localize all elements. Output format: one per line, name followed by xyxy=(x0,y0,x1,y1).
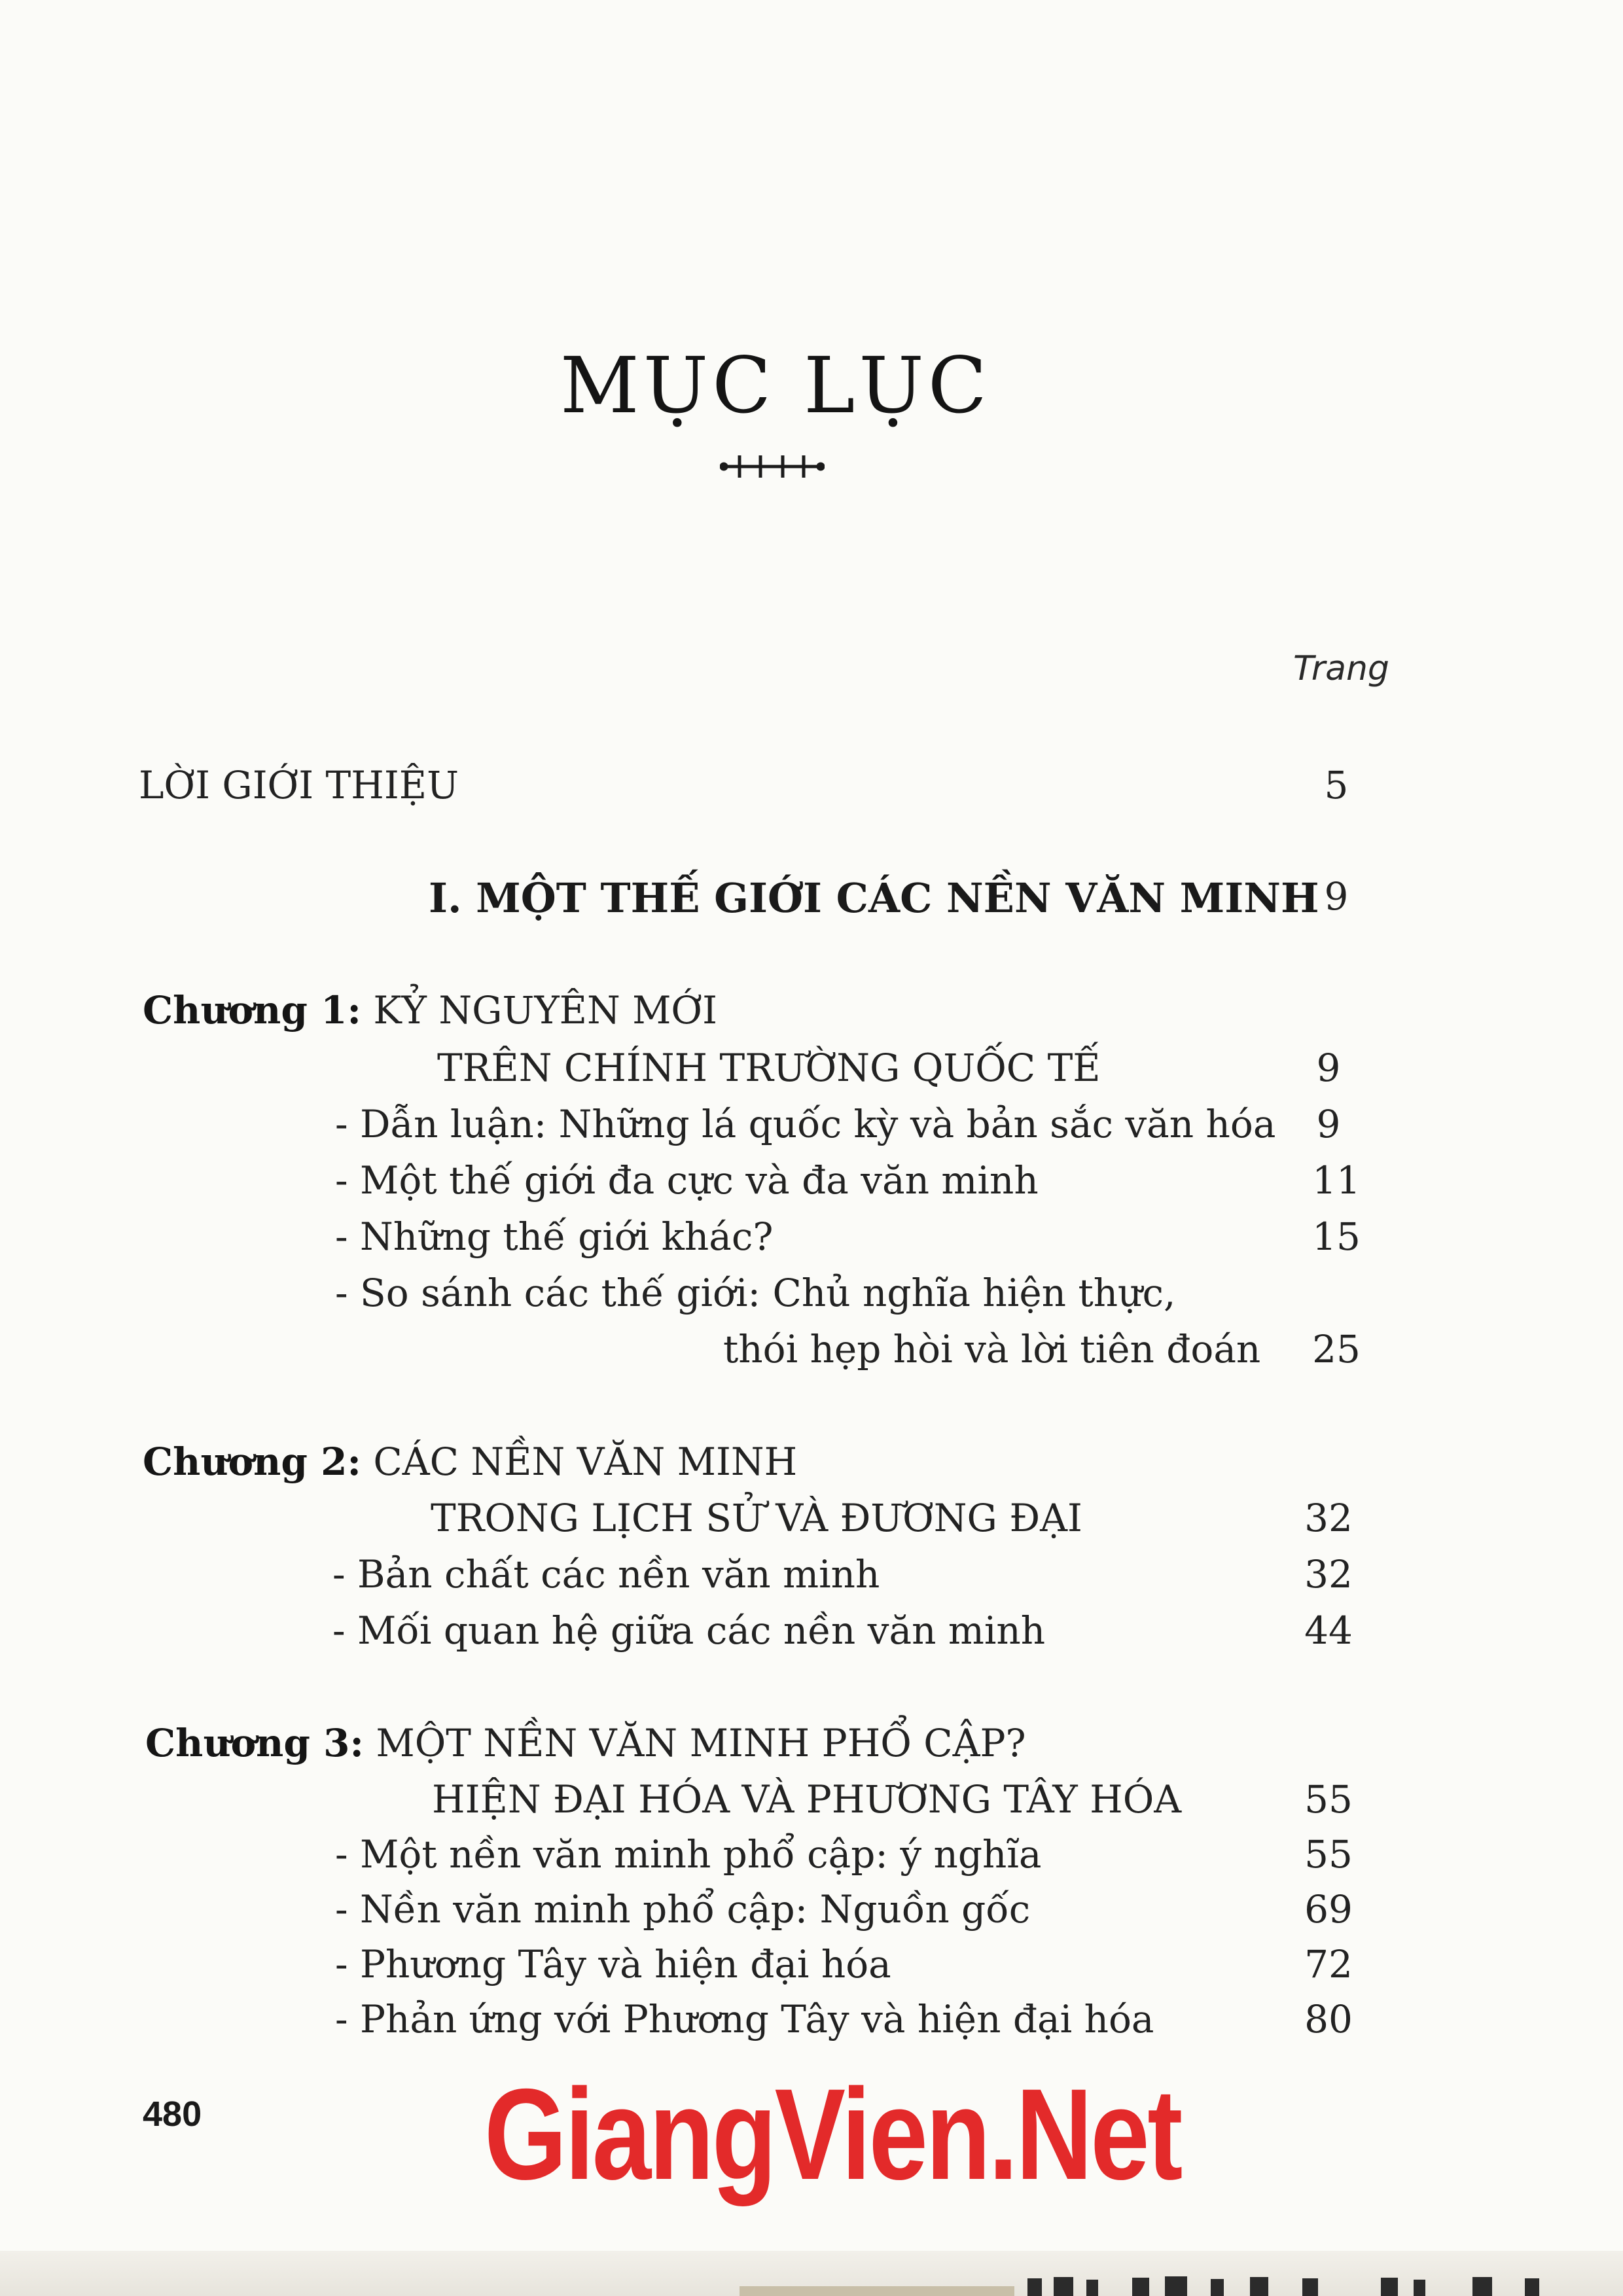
toc-section: - Một nền văn minh phổ cập: ý nghĩa xyxy=(335,1832,1042,1877)
toc-chapter-1-heading xyxy=(143,988,717,1033)
toc-section: - Một thế giới đa cực và đa văn minh xyxy=(335,1158,1039,1203)
toc-intro-page: 5 xyxy=(1324,763,1349,807)
chapter-title-line1: MỘT NỀN VĂN MINH PHỔ CẬP? xyxy=(376,1721,1026,1765)
chapter-label: Chương 2: xyxy=(143,1439,361,1484)
toc-section-page: 44 xyxy=(1304,1608,1353,1653)
toc-section-page: 32 xyxy=(1304,1552,1353,1597)
toc-chapter-3-title-line2: HIỆN ĐẠI HÓA VÀ PHƯƠNG TÂY HÓA xyxy=(432,1777,1182,1822)
toc-section: - Nền văn minh phổ cập: Nguồn gốc xyxy=(335,1887,1031,1932)
toc-chapter-1-page: 9 xyxy=(1316,1046,1341,1090)
chapter-title-line1: KỶ NGUYÊN MỚI xyxy=(373,988,717,1033)
toc-part-page: 9 xyxy=(1324,874,1349,919)
toc-part-heading: I. MỘT THẾ GIỚI CÁC NỀN VĂN MINH xyxy=(429,874,1319,922)
toc-chapter-2-page: 32 xyxy=(1304,1496,1353,1540)
toc-chapter-3-page: 55 xyxy=(1304,1777,1353,1822)
toc-chapter-1-title-line2: TRÊN CHÍNH TRƯỜNG QUỐC TẾ xyxy=(437,1046,1101,1090)
page-title: MỤC LỤC xyxy=(560,340,991,431)
toc-section: - Phản ứng với Phương Tây và hiện đại hóa xyxy=(335,1997,1154,2041)
toc-section-page: 69 xyxy=(1304,1887,1353,1932)
toc-section: - So sánh các thế giới: Chủ nghĩa hiện thực, xyxy=(335,1271,1176,1315)
toc-chapter-3-heading xyxy=(145,1721,1026,1765)
toc-section: - Phương Tây và hiện đại hóa xyxy=(335,1942,891,1987)
toc-section-page: 55 xyxy=(1304,1832,1353,1877)
toc-section: - Bản chất các nền văn minh xyxy=(332,1552,880,1597)
toc-section: - Những thế giới khác? xyxy=(335,1214,774,1259)
toc-section-page: 9 xyxy=(1316,1102,1341,1146)
toc-section-page: 72 xyxy=(1304,1942,1353,1987)
toc-intro-label: LỜI GIỚI THIỆU xyxy=(139,763,459,807)
toc-section: - Mối quan hệ giữa các nền văn minh xyxy=(332,1608,1046,1653)
ornament-divider-icon xyxy=(720,450,825,483)
scan-artifact-marks xyxy=(740,2274,1590,2296)
toc-section-page: 15 xyxy=(1312,1214,1361,1259)
chapter-title-line1: CÁC NỀN VĂN MINH xyxy=(373,1439,798,1484)
toc-chapter-2-heading xyxy=(143,1439,797,1484)
watermark: GiangVien.Net xyxy=(484,2062,1181,2206)
page-number: 480 xyxy=(143,2094,202,2134)
chapter-label: Chương 1: xyxy=(143,988,361,1033)
toc-section-page: 80 xyxy=(1304,1997,1353,2041)
toc-chapter-2-title-line2: TRONG LỊCH SỬ VÀ ĐƯƠNG ĐẠI xyxy=(431,1496,1082,1540)
toc-section-page: 25 xyxy=(1312,1327,1361,1371)
chapter-label: Chương 3: xyxy=(145,1721,364,1765)
toc-section-continuation: thói hẹp hòi và lời tiên đoán xyxy=(723,1327,1261,1371)
toc-section-page: 11 xyxy=(1312,1158,1361,1203)
toc-section: - Dẫn luận: Những lá quốc kỳ và bản sắc văn hóa xyxy=(335,1102,1276,1146)
page-column-header: Trang xyxy=(1293,649,1389,688)
